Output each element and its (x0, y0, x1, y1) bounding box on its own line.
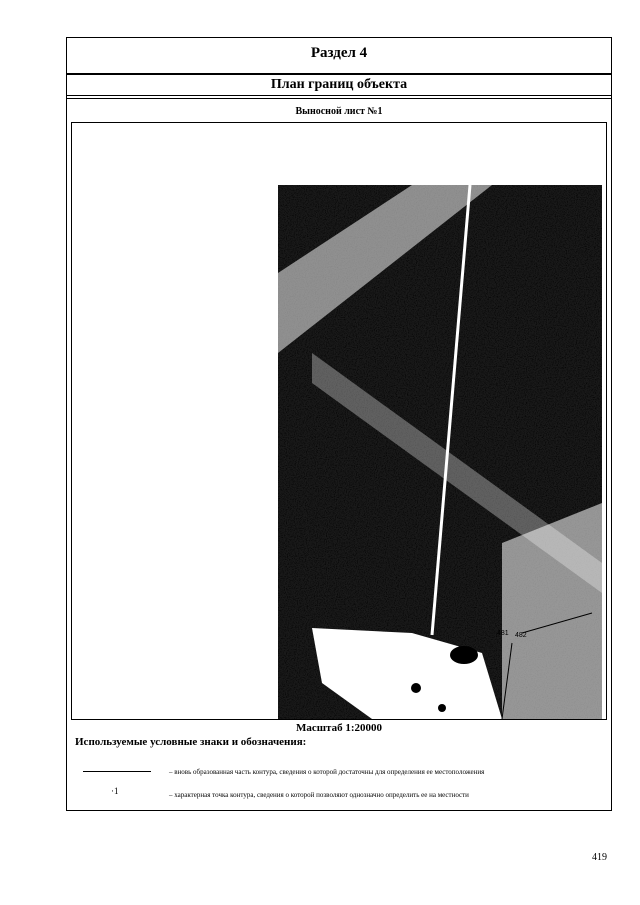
point-label-481: 481 (497, 630, 509, 637)
section-title: Раздел 4 (67, 38, 611, 74)
map-scale: Масштаб 1:20000 (295, 722, 382, 734)
legend-line-symbol (83, 771, 151, 772)
legend-point-symbol: ·1 (111, 786, 119, 796)
satellite-map (72, 123, 607, 719)
document-sheet (66, 37, 612, 811)
page-number: 419 (592, 852, 607, 863)
sheet-title: Выносной лист №1 (67, 98, 611, 124)
legend-item-point: – характерная точка контура, сведения о которой позволяют однозначно определить ее на местности (169, 791, 469, 799)
plan-title: План границ объекта (67, 74, 611, 96)
point-label-482: 482 (515, 632, 527, 639)
map-frame (71, 122, 607, 720)
legend-title: Используемые условные знаки и обозначения: (75, 736, 307, 748)
legend-item-line: – вновь образованная часть контура, сведения о которой достаточны для определения ее местоположения (169, 768, 485, 776)
